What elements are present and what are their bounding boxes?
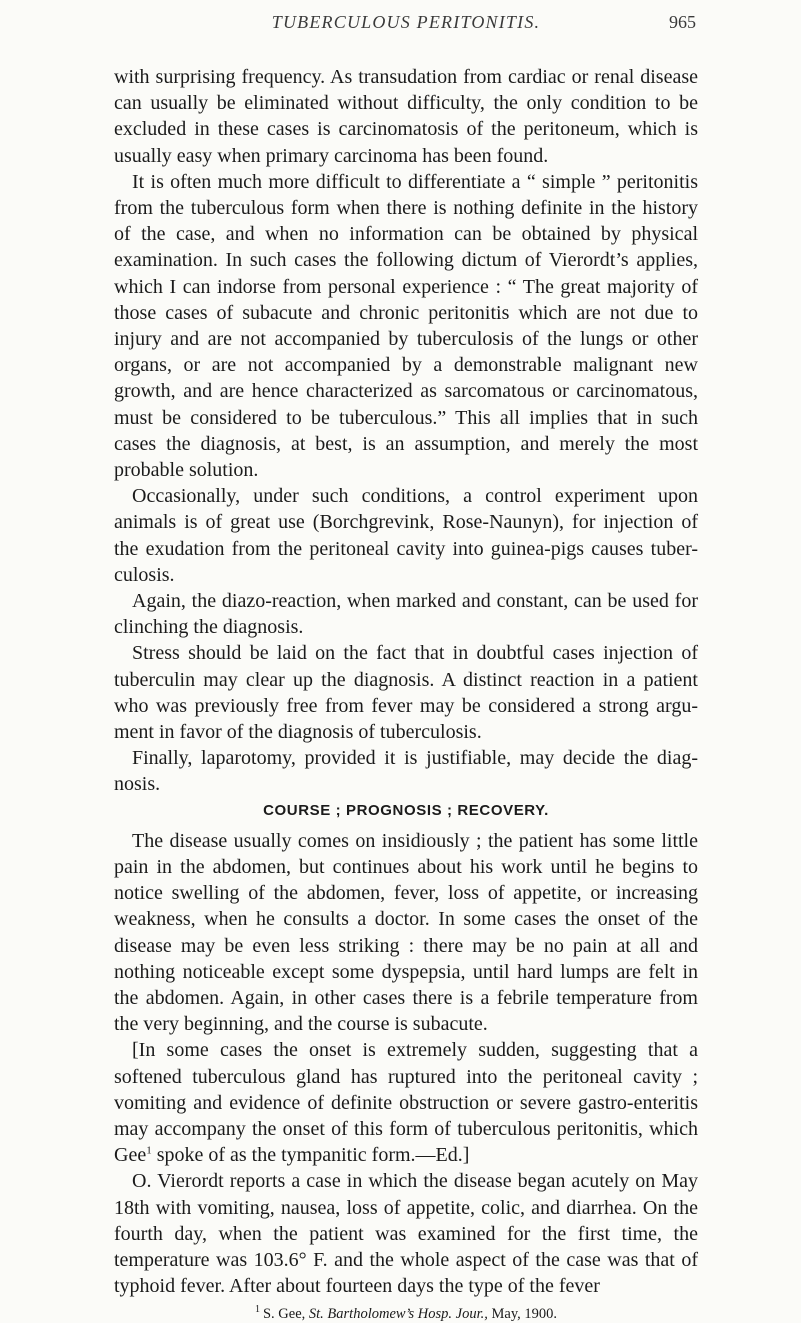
section-heading: COURSE ; PROGNOSIS ; RECOVERY.: [263, 801, 549, 819]
paragraph-differentiation: It is often much more difficult to differentiate a “ simple ” peritonitis from the tuberculous form when there is nothing definite in the history of the case, and when no information can be obtained by physical examination. In such cases the following dictum of Vierordt’s applies, which I can indorse from personal experience : “ The great majority of those cases of subacute and chronic peritonitis which are not due to injury and are not accompanied by tuberculosis of the lungs or other organs, or are not accompanied by a demonstrable malignant new growth, and are hence characterized as sarcomatous or carcinomatous, must be considered to be tuberculous.” This all implies that in such cases the diagnosis, at best, is an assumption, and merely the most probable solution.: [114, 170, 698, 482]
paragraph-laparotomy: Finally, laparotomy, provided it is justifiable, may decide the diag-nosis.: [114, 747, 698, 796]
paragraph-editor-note: [114, 1037, 698, 1168]
paragraph-onset: The disease usually comes on insidiously ; the patient has some little pain in the abdomen, but continues about his work until he begins to notice swelling of the abdomen, fever, loss of appetite, or increasing weakness, when he consults a doctor. In some cases the onset of the disease may be even less striking : there may be no pain at all and nothing noticeable except some dyspepsia, until hard lumps are felt in the abdomen. Again, in other cases there is a febrile temperature from the very beginning, and the course is subacute.: [114, 829, 698, 1036]
footnote-mark: 1: [254, 1304, 260, 1316]
footnote-reference: 1: [146, 1144, 152, 1157]
paragraph-vierordt-case: O. Vierordt reports a case in which the disease began acutely on May 18th with vomiting, nausea, loss of appetite, colic, and diarrhea. On the fourth day, when the patient was examined for the first time, the temperature was 103.6° F. and the whole aspect of the case was that of typhoid fever. After about fourteen days the type of the fever: [114, 1170, 698, 1298]
paragraph-control-experiment: Occasionally, under such conditions, a control experiment upon animals is of great use (Borchgrevink, Rose-Naunyn), for injection of the exudation from the peritoneal cavity into guinea-pigs causes tuber-culosis.: [114, 485, 698, 586]
body-text: [114, 64, 698, 1323]
editor-note-text-end: spoke of as the tympanitic form.—Ed.]: [151, 1144, 470, 1167]
footnote-date: May, 1900.: [491, 1306, 558, 1323]
page-number: 965: [669, 12, 696, 32]
paragraph-diazo-reaction: Again, the diazo-reaction, when marked and constant, can be used for clinching the diagnosis.: [114, 590, 698, 639]
footnote: [114, 1301, 698, 1323]
footnote-journal: St. Bartholomew’s Hosp. Jour.,: [308, 1306, 488, 1323]
paragraph-tuberculin: Stress should be laid on the fact that in doubtful cases injection of tuberculin may clear up the diagnosis. A distinct reaction in a patient who was previously free from fever may be considered a strong argu-ment in favor of the diagnosis of tuberculosis.: [114, 642, 698, 744]
running-title: TUBERCULOUS PERITONITIS.: [271, 12, 541, 32]
running-head: [114, 12, 698, 52]
footnote-author: S. Gee,: [262, 1306, 306, 1323]
editor-note-text: [In some cases the onset is extremely sudden, suggesting that a softened tuberculous gland has ruptured into the peritoneal cavity ; vomiting and evidence of definite obstruction or severe gastro-enteritis may accompany the onset of this form of tuberculous peritonitis, which Gee: [114, 1039, 698, 1167]
book-page: [114, 0, 698, 1323]
paragraph-continued: with surprising frequency. As transudation from cardiac or renal disease can usually be eliminated without difficulty, the only condition to be excluded in these cases is carcinomatosis of the peritoneum, which is usually easy when primary carcinoma has been found.: [114, 66, 698, 167]
